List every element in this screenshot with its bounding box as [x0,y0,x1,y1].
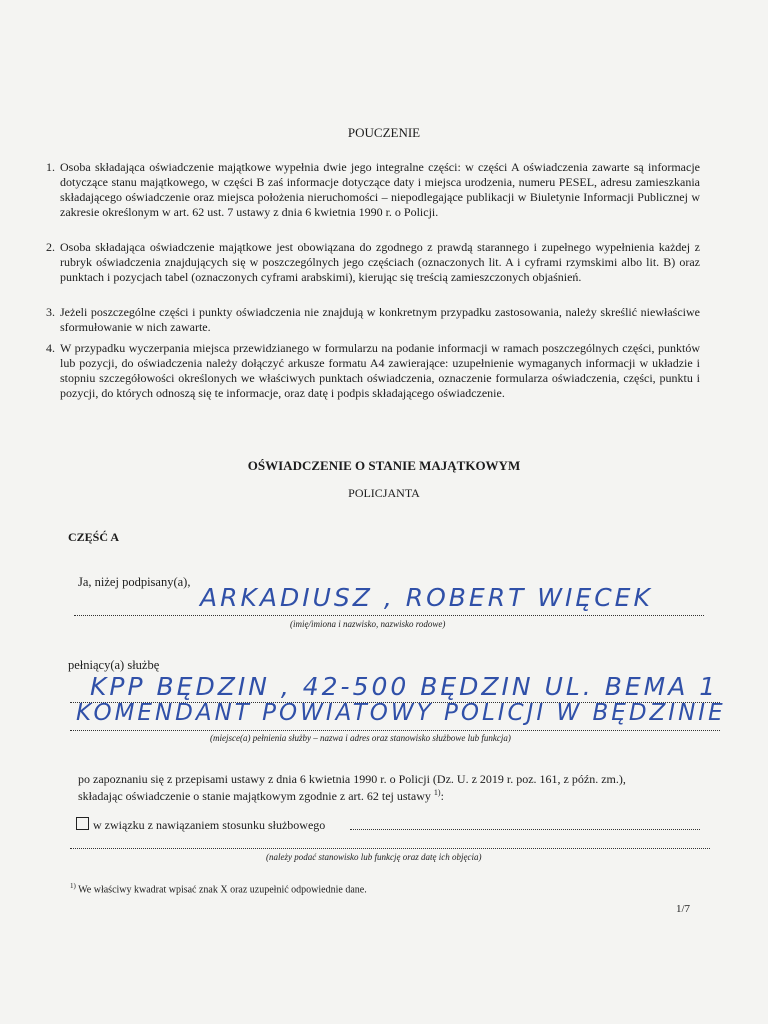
employment-checkbox[interactable] [76,817,89,830]
checkbox-label: w związku z nawiązaniem stosunku służbowego [93,818,326,832]
declaration-title: OŚWIADCZENIE O STANIE MAJĄTKOWYM [247,458,521,473]
declaration-subtitle: POLICJANTA [348,486,420,500]
footnote: $^{1)}$ We właściwy kwadrat wpisać znak X oraz uzupełnić odpowiednie dane. [70,882,367,896]
service-dotted-line-2 [70,730,720,731]
service-place-field[interactable]: KPP BĘDZIN , 42-500 BĘDZIN UL. BEMA 1 [90,672,719,701]
signee-dotted-line [74,615,704,616]
instruction-item: 3. Jeżeli poszczególne części i punkty oświadczenia nie znajdują w konkretnym przypadku zastosowania, należy skreślić niewłaściwe sformułowanie w nich zawarte. [46,305,700,334]
footnote-marker: 1) [433,788,441,797]
statement-line-2: składając oświadczenie o stanie majątkowym zgodnie z art. 62 tej ustawy $^{1)}$: [78,788,444,803]
instruction-text: W przypadku wyczerpania miejsca przewidzianego w formularzu na podanie informacji w ramach poszczególnych części, punktów lub pozycji, do oświadczenia należy dołączyć arkusze formatu A4 zawierające: uzupełnienie wymaganych informacji w układzie i stopniu szczegółowości określonych we właściwych punktach oświadczenia, oznaczenie formularza oświadczenia, części, punktu i pozycji, do których odnoszą się te informacje, oraz datę i podpis składającego oświadczenie. [60,341,700,400]
service-position-field[interactable]: KOMENDANT POWIATOWY POLICJI W BĘDZINIE [76,700,726,726]
position-caption: (należy podać stanowisko lub funkcję oraz datę ich objęcia) [266,852,482,862]
service-label: pełniący(a) służbę [68,658,160,672]
checkbox-row [76,817,325,833]
instruction-item: 4. W przypadku wyczerpania miejsca przewidzianego w formularzu na podanie informacji w ramach poszczególnych części, punktów lub pozycji, do oświadczenia należy dołączyć arkusze formatu A4 zawierające: uzupełnienie wymaganych informacji w układzie i stopniu szczegółowości określonych we właściwych punktach oświadczenia, oznaczenie formularza oświadczenia, części, punktu i pozycji, do których odnoszą się te informacje, oraz datę i podpis składającego oświadczenie. [46,341,700,400]
page-title: POUCZENIE [347,125,421,140]
signee-name-field[interactable]: ARKADIUSZ , ROBERT WIĘCEK [200,583,653,612]
instruction-item: 2. Osoba składająca oświadczenie majątkowe jest obowiązana do zgodnego z prawdą starannego i zupełnego wypełnienia każdej z rubryk oświadczenia znajdujących się w poszczególnych jego częściach (oznaczonych lit. A i cyframi rzymskimi albo lit. B) oraz punktach i pozycjach tabel (oznaczonych cyframi arabskimi), kierując się treścią zamieszczonych objaśnień. [46,240,700,284]
statement-line-1: po zapoznaniu się z przepisami ustawy z dnia 6 kwietnia 1990 r. o Policji (Dz. U. z 2019 r. poz. 161, z późn. zm.), [78,772,626,786]
instruction-text: Osoba składająca oświadczenie majątkowe jest obowiązana do zgodnego z prawdą starannego i zupełnego wypełnienia każdej z rubryk oświadczenia znajdujących się w poszczególnych jego częściach (oznaczonych lit. A i cyframi rzymskimi albo lit. B) oraz punktach i pozycjach tabel (oznaczonych cyframi arabskimi), kierując się treścią zamieszczonych objaśnień. [60,240,700,284]
instruction-item: 1. Osoba składająca oświadczenie majątkowe wypełnia dwie jego integralne części: w części A oświadczenia zawarte są informacje dotyczące stanu majątkowego, w części B zaś informacje dotyczące daty i miejsca urodzenia, numeru PESEL, adresu zamieszkania składającego oświadczenie oraz miejsca położenia nieruchomości – niepodlegające publikacji w Biuletynie Informacji Publicznej w zakresie określonym w art. 62 ust. 7 ustawy z dnia 6 kwietnia 1990 r. o Policji. [46,160,700,219]
instruction-text: Jeżeli poszczególne części i punkty oświadczenia nie znajdują w konkretnym przypadku zastosowania, należy skreślić niewłaściwe sformułowanie w nich zawarte. [60,305,700,334]
page-number: 1/7 [676,903,691,915]
signee-label: Ja, niżej podpisany(a), [78,575,191,589]
signee-caption: (imię/imiona i nazwisko, nazwisko rodowe) [290,619,446,629]
part-a-heading: CZĘŚĆ A [68,530,120,544]
position-dotted-line [70,848,710,849]
service-caption: (miejsce(a) pełnienia służby – nazwa i adres oraz stanowisko służbowe lub funkcja) [210,733,511,743]
checkbox-dotted-line [350,829,700,830]
instruction-text: Osoba składająca oświadczenie majątkowe wypełnia dwie jego integralne części: w części A oświadczenia zawarte są informacje dotyczące stanu majątkowego, w części B zaś informacje dotyczące daty i miejsca urodzenia, numeru PESEL, adresu zamieszkania składającego oświadczenie oraz miejsca położenia nieruchomości – niepodlegające publikacji w Biuletynie Informacji Publicznej w zakresie określonym w art. 62 ust. 7 ustawy z dnia 6 kwietnia 1990 r. o Policji. [60,160,700,219]
